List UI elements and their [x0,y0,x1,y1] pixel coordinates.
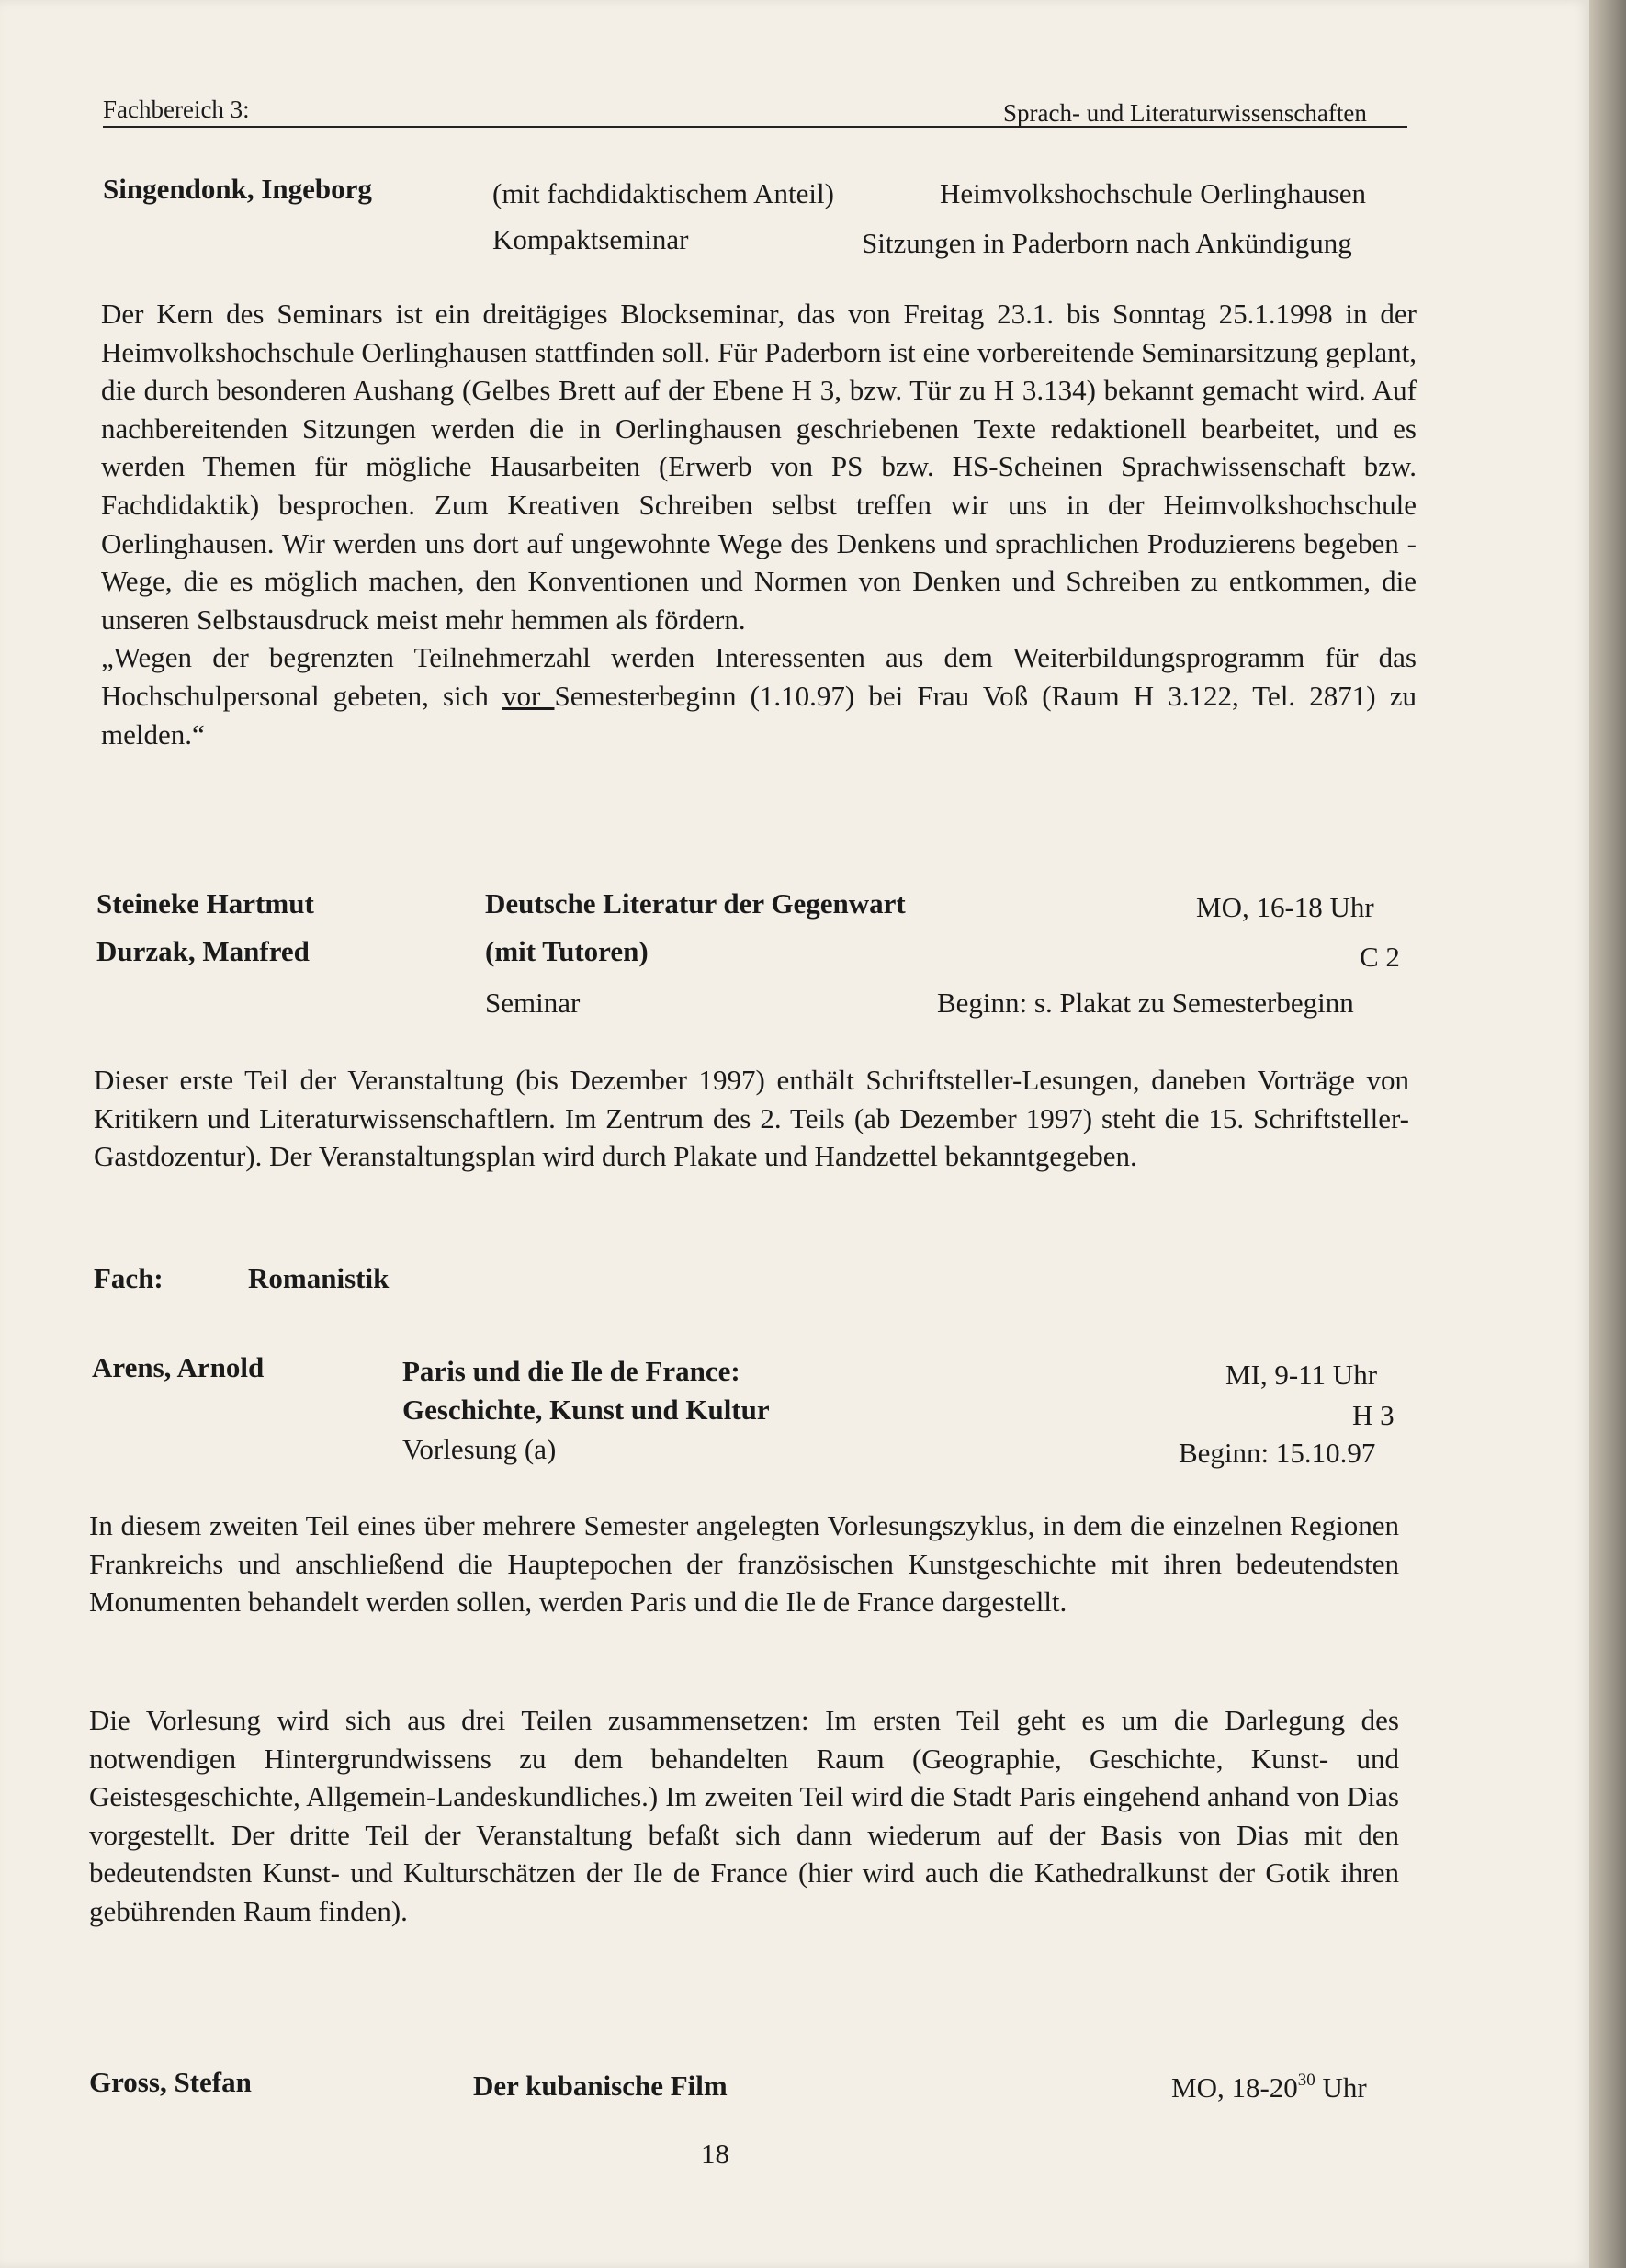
header-subject: Sprach- und Literaturwissenschaften [1003,99,1367,127]
course3-description-2: Die Vorlesung wird sich aus drei Teilen zusammensetzen: Im ersten Teil geht es um die Darlegung des notwendigen Hintergrundwissens zu dem behandelten Raum (Geographie, Geschichte, Kunst- und Geistesgeschichte, Allgemein-Landeskundliches.) Im zweiten Teil wird die Stadt Paris eingehend anhand von Dias vorgestellt. Der dritte Teil der Veranstaltung befaßt sich dann wiederum auf der Basis von Dias mit den bedeutendsten Kunst- und Kulturschätzen der Ile de France (hier wird auch die Kathedralkunst der Gotik ihren gebührenden Raum finden). [89,1704,1399,1927]
course2-time: MO, 16-18 Uhr [1196,891,1374,923]
header-rule [103,126,1407,128]
course1-location: Heimvolkshochschule Oerlinghausen [940,177,1367,209]
course2-title: Deutsche Literatur der Gegenwart [485,887,906,920]
course2-type: Seminar [485,987,581,1019]
course2-lecturer-1: Steineke Hartmut [96,887,314,920]
course3-description-1: In diesem zweiten Teil eines über mehrere Semester angelegten Vorlesungszyklus, in dem die einzelnen Regionen Frankreichs und anschließend die Hauptepochen der französischen Kunstgeschichte mit ihren bedeutendsten Monumenten behandelt werden sollen, werden Paris und die Ile de France dargestellt. [89,1509,1399,1619]
course2-description: Dieser erste Teil der Veranstaltung (bis Dezember 1997) enthält Schriftsteller-Lesungen, daneben Vorträge von Kritikern und Literaturwissenschaftlern. Im Zentrum des 2. Teils (ab Dezember 1997) steht die 15. Schriftsteller-Gastdozentur). Der Veranstaltungsplan wird durch Plakate und Handzettel bekanntgegeben. [94,1064,1409,1173]
course1-desc-para2: „Wegen der begrenzten Teilnehmerzahl werden Interessenten aus dem Weiterbildungsprogramm für das Hochschulpersonal gebeten, sich vor Semesterbeginn (1.10.97) bei Frau Voß (Raum H 3.122, Tel. 2871) zu melden.“ [101,641,1417,750]
course2-room: C 2 [1360,941,1400,973]
course1-description [101,295,1417,753]
course4-time: MO, $18-20^{30}$ Uhr [1171,2071,1367,2104]
course3-start: Beginn: 15.10.97 [1179,1437,1376,1469]
course4-title: Der kubanische Film [473,2070,728,2102]
course3-title-line1: Paris und die Ile de France: [402,1355,740,1387]
header-department: Fachbereich 3: [103,96,250,123]
course1-desc-para1: Der Kern des Seminars ist ein dreitägiges Blockseminar, das von Freitag 23.1. bis Sonntag 25.1.1998 in der Heimvolkshochschule Oerlinghausen stattfinden soll. Für Paderborn ist eine vorbereitende Seminarsitzung geplant, die durch besonderen Aushang (Gelbes Brett auf der Ebene H 3, bzw. Tür zu H 3.134) bekannt gemacht wird. Auf nachbereitenden Sitzungen werden die in Oerlinghausen geschriebenen Texte redaktionell bearbeitet, und es werden Themen für mögliche Hausarbeiten (Erwerb von PS bzw. HS-Scheinen Sprachwissenschaft bzw. Fachdidaktik) besprochen. Zum Kreativen Schreiben selbst treffen wir uns in der Heimvolkshochschule Oerlinghausen. Wir werden uns dort auf ungewohnte Wege des Denkens und sprachlichen Produzierens begeben - Wege, die es möglich machen, den Konventionen und Normen von Denken und Schreiben zu entkommen, die unseren Selbstausdruck meist mehr hemmen als fördern. [101,298,1417,636]
course1-note: (mit fachdidaktischem Anteil) [492,177,834,209]
course3-lecturer: Arens, Arnold [92,1351,265,1383]
course1-type: Kompaktseminar [492,223,689,255]
page-number: 18 [701,2138,729,2170]
course1-sessions: Sitzungen in Paderborn nach Ankündigung [862,227,1352,259]
course4-lecturer: Gross, Stefan [89,2066,252,2098]
course2-subtitle: (mit Tutoren) [485,935,649,967]
fach-name: Romanistik [248,1262,390,1294]
course3-title-line2: Geschichte, Kunst und Kultur [402,1394,770,1426]
page-edge [1589,0,1626,2268]
course2-lecturer-2: Durzak, Manfred [96,935,310,967]
course3-room: H 3 [1352,1399,1395,1431]
course3-type: Vorlesung (a) [402,1433,557,1465]
fach-label: Fach: [94,1262,164,1294]
course1-lecturer: Singendonk, Ingeborg [103,173,372,205]
course2-start: Beginn: s. Plakat zu Semesterbeginn [937,987,1354,1019]
course3-time: MI, 9-11 Uhr [1225,1359,1378,1391]
